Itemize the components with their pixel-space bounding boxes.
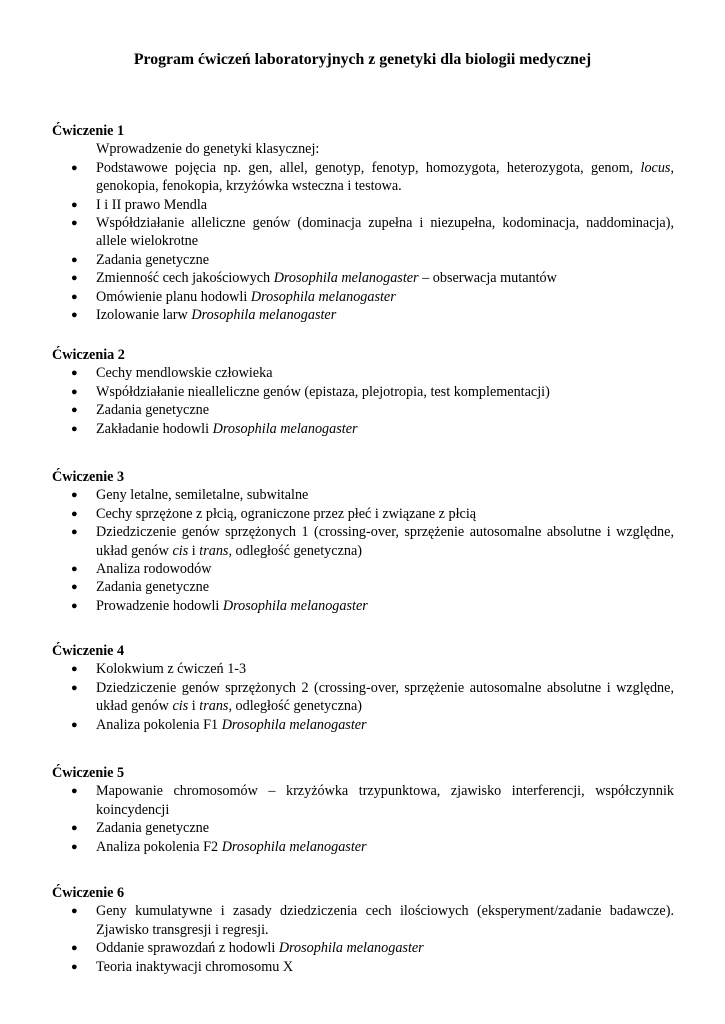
section-heading: Ćwiczenie 3 xyxy=(52,469,125,485)
topic-item xyxy=(52,364,674,382)
topic-item xyxy=(52,159,674,196)
italic-term: trans xyxy=(199,542,229,559)
bullet-icon: ● xyxy=(71,385,78,398)
topic-text: i xyxy=(188,698,200,715)
bullet-icon: ● xyxy=(71,822,78,835)
italic-term: Drosophila melanogaster xyxy=(222,597,368,614)
bullet-icon: ● xyxy=(71,367,78,380)
bullet-icon: ● xyxy=(71,599,78,612)
bullet-icon: ● xyxy=(71,785,78,798)
topic-text: Analiza pokolenia F1 xyxy=(96,716,222,733)
topic-text: Geny letalne, semiletalne, subwitalne xyxy=(96,487,309,504)
bullet-icon: ● xyxy=(71,253,78,266)
italic-term: cis xyxy=(172,542,189,559)
topic-item xyxy=(52,420,674,438)
topic-text: Zadania genetyczne xyxy=(96,251,210,268)
bullet-icon: ● xyxy=(71,942,78,955)
topic-item xyxy=(52,401,674,419)
bullet-icon: ● xyxy=(71,581,78,594)
topic-list xyxy=(52,364,674,438)
section-cwiczenie-6 xyxy=(52,884,674,976)
topic-text: I i II prawo Mendla xyxy=(96,196,208,213)
bullet-icon: ● xyxy=(71,960,78,973)
topic-text: Analiza pokolenia F2 xyxy=(96,838,222,855)
italic-term: Drosophila melanogaster xyxy=(278,940,424,957)
topic-item xyxy=(52,660,674,678)
topic-item xyxy=(52,560,674,578)
bullet-icon: ● xyxy=(71,663,78,676)
topic-item xyxy=(52,306,674,324)
italic-term: Drosophila melanogaster xyxy=(273,270,419,287)
topic-text: Współdziałanie niealleliczne genów (epistaza, plejotropia, test komplementacji) xyxy=(96,383,550,400)
section-heading: Ćwiczenia 2 xyxy=(52,347,125,363)
topic-item xyxy=(52,819,674,837)
italic-term: Drosophila melanogaster xyxy=(221,838,367,855)
bullet-icon: ● xyxy=(71,681,78,694)
topic-text: Teoria inaktywacji chromosomu X xyxy=(96,958,294,975)
section-heading: Ćwiczenie 1 xyxy=(52,123,125,139)
topic-item xyxy=(52,269,674,287)
topic-item xyxy=(52,958,674,976)
bullet-icon: ● xyxy=(71,161,78,174)
topic-text: Podstawowe pojęcia np. gen, allel, genotyp, fenotyp, homozygota, heterozygota, genom, xyxy=(96,159,641,176)
document-title: Program ćwiczeń laboratoryjnych z genetyki dla biologii medycznej xyxy=(133,51,592,68)
topic-item xyxy=(52,716,674,734)
topic-text: Dziedziczenie genów sprzężonych 1 (crossing-over, sprzężenie autosomalne absolutne i względne, układ genów xyxy=(96,524,674,559)
topic-item xyxy=(52,597,674,615)
topic-item xyxy=(52,838,674,856)
topic-item xyxy=(52,214,674,251)
section-intro: Wprowadzenie do genetyki klasycznej: xyxy=(96,141,320,158)
bullet-icon: ● xyxy=(71,309,78,322)
topic-text: Geny kumulatywne i zasady dziedziczenia cech ilościowych (eksperyment/zadanie badawcze). Zjawisko transgresji i regresji. xyxy=(96,903,674,938)
topic-item xyxy=(52,383,674,401)
topic-text: , odległość genetyczna) xyxy=(228,698,362,715)
section-cwiczenie-4 xyxy=(52,642,674,734)
bullet-icon: ● xyxy=(71,290,78,303)
topic-text: , odległość genetyczna) xyxy=(228,542,362,559)
topic-text: – obserwacja mutantów xyxy=(418,270,557,287)
topic-text: Kolokwium z ćwiczeń 1-3 xyxy=(96,661,247,678)
topic-item xyxy=(52,196,674,214)
topic-list xyxy=(52,159,674,325)
section-cwiczenia-2 xyxy=(52,346,674,438)
bullet-icon: ● xyxy=(71,507,78,520)
topic-text: Zadania genetyczne xyxy=(96,579,210,596)
topic-text: Dziedziczenie genów sprzężonych 2 (crossing-over, sprzężenie autosomalne absolutne i względne, układ genów xyxy=(96,679,674,715)
topic-item xyxy=(52,578,674,596)
italic-term: Drosophila melanogaster xyxy=(250,288,396,305)
topic-item xyxy=(52,523,674,560)
topic-item xyxy=(52,782,674,819)
italic-term: Drosophila melanogaster xyxy=(212,420,358,437)
topic-list xyxy=(52,902,674,976)
bullet-icon: ● xyxy=(71,272,78,285)
topic-text: Analiza rodowodów xyxy=(96,561,212,578)
bullet-icon: ● xyxy=(71,422,78,435)
topic-list xyxy=(52,660,674,734)
topic-text: i xyxy=(188,542,200,559)
topic-text: Zmienność cech jakościowych xyxy=(96,270,274,287)
topic-text: , genokopia, fenokopia, krzyżówka wsteczna i testowa. xyxy=(96,159,674,195)
bullet-icon: ● xyxy=(71,905,78,918)
section-heading: Ćwiczenie 6 xyxy=(52,885,125,901)
topic-text: Cechy sprzężone z płcią, ograniczone przez płeć i związane z płcią xyxy=(96,505,477,522)
italic-term: trans xyxy=(199,698,229,715)
topic-text: Zakładanie hodowli xyxy=(96,420,213,437)
topic-item xyxy=(52,288,674,306)
bullet-icon: ● xyxy=(71,217,78,230)
bullet-icon: ● xyxy=(71,526,78,539)
bullet-icon: ● xyxy=(71,198,78,211)
topic-text: Zadania genetyczne xyxy=(96,402,210,419)
topic-item xyxy=(52,505,674,523)
topic-text: Cechy mendlowskie człowieka xyxy=(96,365,273,382)
topic-text: Zadania genetyczne xyxy=(96,820,210,837)
topic-item xyxy=(52,902,674,939)
section-cwiczenie-3 xyxy=(52,468,674,615)
italic-term: cis xyxy=(172,698,189,715)
italic-term: Drosophila melanogaster xyxy=(191,307,337,324)
bullet-icon: ● xyxy=(71,563,78,576)
topic-list xyxy=(52,782,674,856)
topic-text: Mapowanie chromosomów – krzyżówka trzypunktowa, zjawisko interferencji, współczynnik koincydencji xyxy=(96,783,674,818)
section-cwiczenie-1 xyxy=(52,122,674,324)
topic-item xyxy=(52,486,674,504)
topic-text: Współdziałanie alleliczne genów (dominacja zupełna i niezupełna, kodominacja, naddominacja), allele wielokrotne xyxy=(96,215,674,250)
section-heading: Ćwiczenie 4 xyxy=(52,643,125,659)
topic-item xyxy=(52,939,674,957)
topic-item xyxy=(52,251,674,269)
topic-item xyxy=(52,679,674,716)
italic-term: locus xyxy=(640,159,671,176)
bullet-icon: ● xyxy=(71,840,78,853)
topic-text: Oddanie sprawozdań z hodowli xyxy=(96,940,279,957)
topic-text: Izolowanie larw xyxy=(96,307,192,324)
bullet-icon: ● xyxy=(71,404,78,417)
bullet-icon: ● xyxy=(71,718,78,731)
section-heading: Ćwiczenie 5 xyxy=(52,765,125,781)
topic-text: Omówienie planu hodowli xyxy=(96,288,251,305)
section-cwiczenie-5 xyxy=(52,764,674,856)
italic-term: Drosophila melanogaster xyxy=(221,716,367,733)
topic-text: Prowadzenie hodowli xyxy=(96,597,223,614)
topic-list xyxy=(52,486,674,615)
bullet-icon: ● xyxy=(71,489,78,502)
